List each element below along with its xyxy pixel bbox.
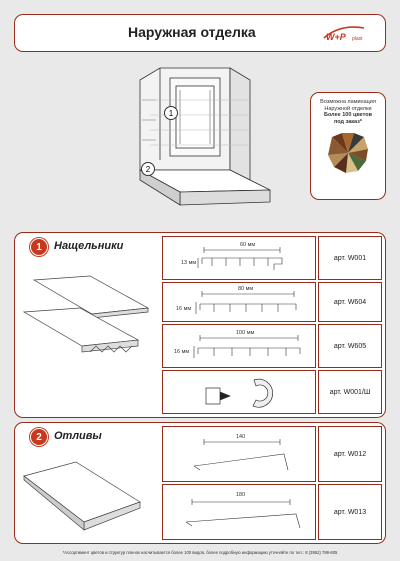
logo-sub: plast [352, 36, 363, 42]
w604-height: 16 мм [176, 306, 192, 312]
s1-row3-art: арт. W605 [318, 324, 382, 368]
house-illustration [120, 60, 290, 220]
section1-illustration [20, 272, 160, 382]
section2-illustration [20, 452, 160, 538]
s1-row4-art: арт. W001/Ш [318, 370, 382, 414]
w001-height: 13 мм [181, 260, 197, 266]
s2-row2-art: арт. W013 [318, 484, 382, 540]
callout-2 [141, 162, 155, 176]
lamination-line3: Более 100 цветов [324, 112, 372, 118]
w604-width: 80 мм [238, 286, 254, 292]
lamination-line2: Наружной отделки [324, 105, 372, 112]
color-swatch-fan [326, 131, 370, 175]
w605-height: 16 мм [174, 349, 190, 355]
section1-number: 1 [30, 238, 48, 256]
brand-logo [320, 22, 376, 44]
lamination-line1: Возможна ламинация [320, 99, 376, 105]
section2-title: Отливы [54, 430, 102, 442]
s2-row1-art: арт. W012 [318, 426, 382, 482]
w605-width: 100 мм [236, 330, 255, 336]
profile-w001sh [196, 374, 286, 410]
lamination-line4: под заказ* [333, 118, 363, 125]
page-title: Наружная отделка [128, 24, 256, 40]
logo-text: W+P [326, 32, 346, 42]
w001-width: 60 мм [240, 242, 256, 248]
footer-note: *Ассортимент цветов и структур пленок насчитывается более 100 видов, более подробную информацию уточняйте по тел.: 8 (3952) 788-605 [62, 550, 338, 555]
lamination-box [310, 92, 386, 200]
callout-1 [164, 106, 178, 120]
callout-2-label: 2 [145, 164, 151, 174]
w012-width: 140 [236, 434, 246, 440]
section1-title: Нащельники [54, 240, 124, 252]
w013-width: 180 [236, 492, 246, 498]
s1-row2-art: арт. W604 [318, 282, 382, 322]
callout-1-label: 1 [168, 108, 174, 118]
s1-row1-art: арт. W001 [318, 236, 382, 280]
section2-number: 2 [30, 428, 48, 446]
